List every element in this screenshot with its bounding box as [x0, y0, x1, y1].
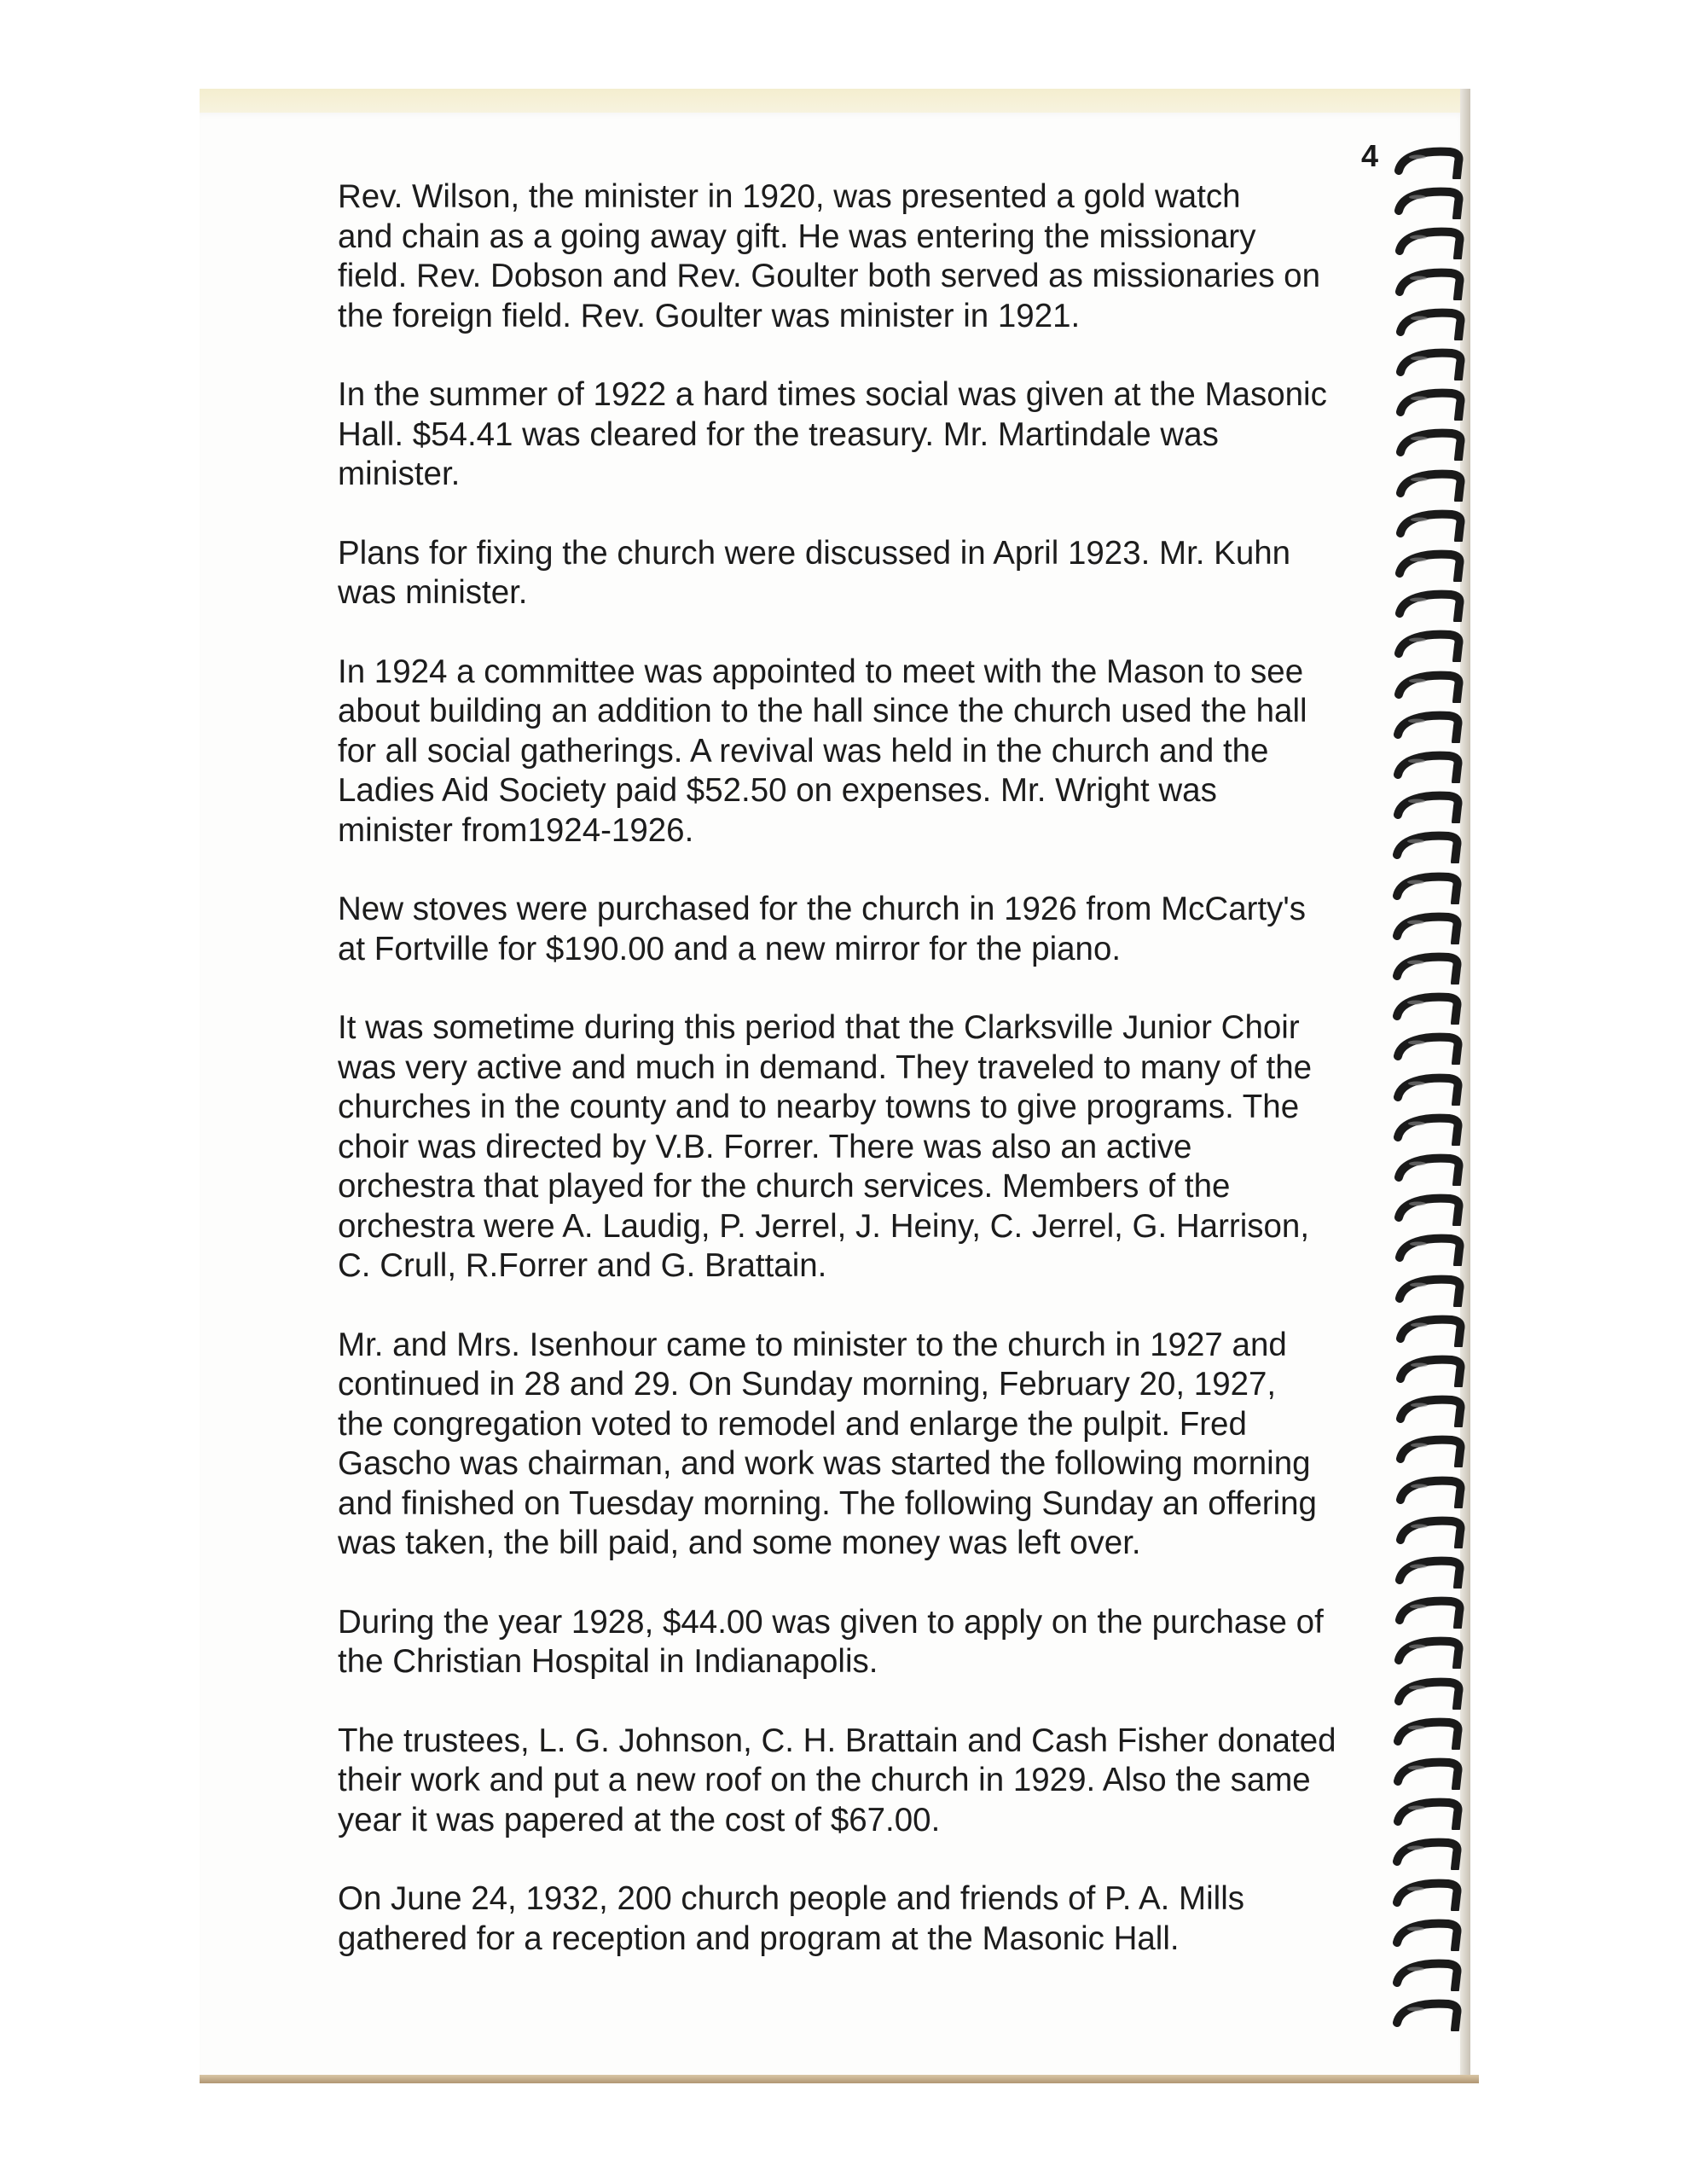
paragraph-4: In 1924 a committee was appointed to meet with the Mason to see about building an addition to the hall since the church used the hall for all social gatherings. A revival was held in the church and the Ladies Aid Society paid $52.50 on expenses. Mr. Wright was minister from1924-1926. [338, 653, 1307, 849]
paragraph-1: Rev. Wilson, the minister in 1920, was presented a gold watch and chain as a going away gift. He was entering the missionary field. Rev. Dobson and Rev. Goulter both served as missionaries on the foreign field. Rev. Goulter was minister in 1921. [338, 178, 1321, 334]
spiral-coil [1390, 1676, 1469, 1710]
spiral-coil [1390, 1635, 1469, 1669]
spiral-coil [1389, 1796, 1468, 1830]
spiral-coil [1392, 346, 1470, 380]
page-bottom-edge [200, 2075, 1479, 2083]
spiral-coil [1392, 386, 1470, 421]
spiral-coil [1388, 910, 1467, 944]
spiral-coil [1388, 1957, 1467, 1991]
spiral-coil [1389, 1031, 1468, 1065]
spiral-coil [1392, 306, 1470, 340]
spiral-coil [1388, 1917, 1467, 1951]
spiral-coil [1390, 1152, 1469, 1186]
spiral-coil [1391, 1554, 1470, 1589]
spiral-coil [1391, 1594, 1470, 1629]
spiral-coil [1392, 1514, 1470, 1548]
spiral-coil [1392, 1474, 1470, 1508]
spiral-coil [1389, 749, 1468, 783]
spiral-coil [1390, 185, 1469, 219]
paragraph-5: New stoves were purchased for the church in 1926 from McCarty's at Fortville for $190.00 and a new mirror for the piano. [338, 891, 1307, 967]
spiral-coil [1389, 1756, 1468, 1790]
spiral-coil [1391, 588, 1470, 622]
spiral-coil [1392, 1313, 1470, 1347]
paragraph-3: Plans for fixing the church were discussed in April 1923. Mr. Kuhn was minister. [338, 534, 1291, 611]
spiral-coil [1392, 1393, 1470, 1427]
spiral-binding [1390, 145, 1484, 2048]
spiral-coil [1390, 628, 1469, 662]
spiral-coil [1388, 1997, 1467, 2031]
page-number: 4 [1361, 138, 1379, 173]
spiral-coil [1392, 427, 1470, 461]
spiral-coil [1389, 1112, 1468, 1146]
spiral-coil [1392, 468, 1470, 502]
spiral-coil [1389, 709, 1468, 743]
spiral-coil [1391, 225, 1470, 259]
paragraph-8: During the year 1928, $44.00 was given to apply on the purchase of the Christian Hospital in Indianapolis. [338, 1603, 1324, 1680]
paragraph-7: Mr. and Mrs. Isenhour came to minister to the church in 1927 and continued in 28 and 29. On Sunday morning, February 20, 1927, the congregation voted to remodel and enlarge the pulpit. Fred Gascho was chairman, and work was started the following morning and finished on Tuesday morning. The following Sunday an offering was taken, the bill paid, and some money was left over. [338, 1326, 1317, 1561]
spiral-coil [1391, 1273, 1470, 1307]
spiral-coil [1392, 508, 1470, 542]
spiral-coil [1391, 1232, 1470, 1266]
spiral-coil [1390, 669, 1469, 703]
spiral-coil [1391, 266, 1470, 300]
spiral-coil [1388, 829, 1467, 863]
spiral-coil [1388, 1836, 1467, 1870]
spiral-coil [1389, 1716, 1468, 1750]
paragraph-10: On June 24, 1932, 200 church people and friends of P. A. Mills gathered for a reception and program at the Masonic Hall. [338, 1880, 1245, 1957]
document-body [338, 177, 1412, 1998]
spiral-coil [1391, 548, 1470, 582]
spiral-coil [1389, 1072, 1468, 1106]
paragraph-6: It was sometime during this period that the Clarksville Junior Choir was very active and much in demand. They traveled to many of the churches in the county and to nearby towns to give programs. The choir was directed by V.B. Forrer. There was also an active orchestra that played for the church services. Members of the orchestra were A. Laudig, P. Jerrel, J. Heiny, C. Jerrel, G. Harrison, C. Crull, R.Forrer and G. Brattain. [338, 1009, 1313, 1284]
spiral-coil [1389, 789, 1468, 823]
spiral-coil [1392, 1353, 1470, 1387]
spiral-coil [1388, 990, 1467, 1025]
spiral-coil [1388, 870, 1467, 904]
spiral-coil [1392, 1433, 1470, 1467]
spiral-coil [1390, 1192, 1469, 1226]
paragraph-2: In the summer of 1922 a hard times social was given at the Masonic Hall. $54.41 was cleared for the treasury. Mr. Martindale was minister. [338, 376, 1327, 492]
spiral-coil [1388, 950, 1467, 985]
paragraph-9: The trustees, L. G. Johnson, C. H. Brattain and Cash Fisher donated their work and put a new roof on the church in 1929. Also the same year it was papered at the cost of $67.00. [338, 1722, 1336, 1838]
spiral-coil [1390, 145, 1469, 179]
spiral-coil [1388, 1877, 1467, 1911]
